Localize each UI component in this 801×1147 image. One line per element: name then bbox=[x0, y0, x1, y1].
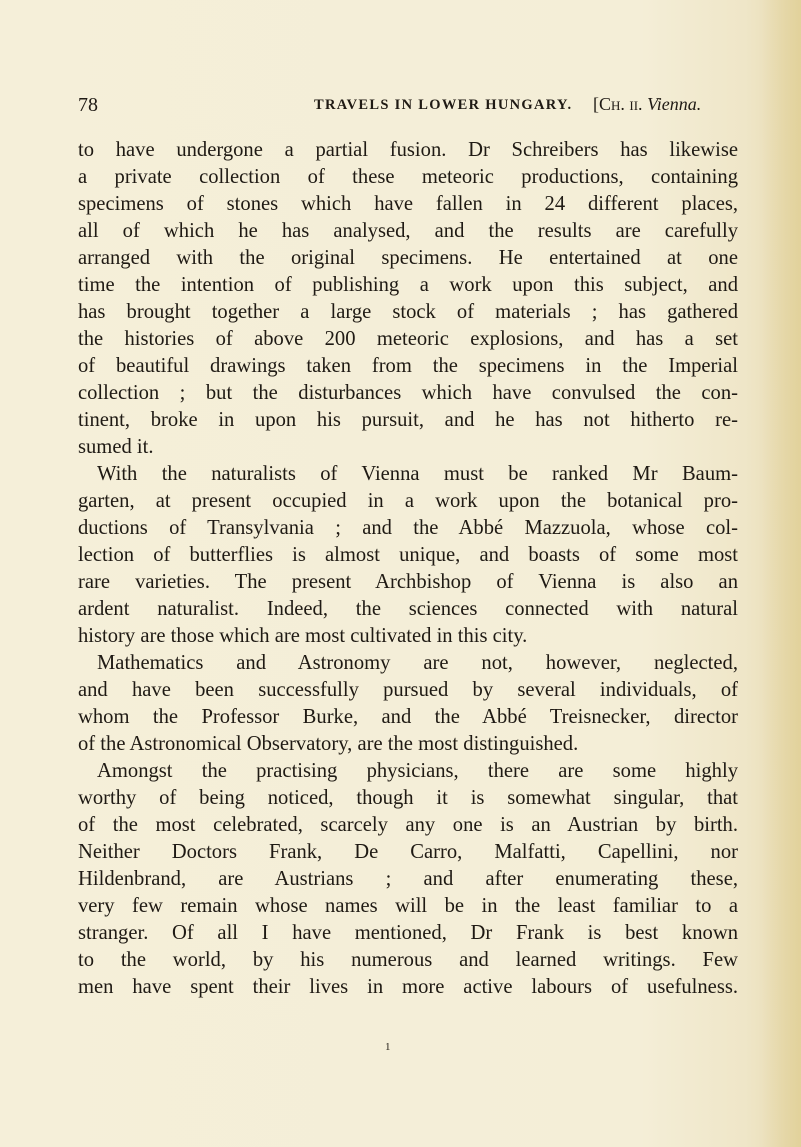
text-line: a private collection of these meteoric productions, containing bbox=[78, 166, 738, 188]
text-line: worthy of being noticed, though it is somewhat singular, that bbox=[78, 787, 738, 809]
text-line: of beautiful drawings taken from the specimens in the Imperial bbox=[78, 355, 738, 377]
text-line: time the intention of publishing a work upon this subject, and bbox=[78, 274, 738, 296]
text-line: very few remain whose names will be in the least familiar to a bbox=[78, 895, 738, 917]
text-line: the histories of above 200 meteoric explosions, and has a set bbox=[78, 328, 738, 350]
running-head bbox=[78, 94, 738, 118]
text-line: specimens of stones which have fallen in 24 different places, bbox=[78, 193, 738, 215]
text-line: Amongst the practising physicians, there are some highly bbox=[97, 760, 738, 782]
text-line: to the world, by his numerous and learned writings. Few bbox=[78, 949, 738, 971]
text-line: whom the Professor Burke, and the Abbé Treisnecker, director bbox=[78, 706, 738, 728]
text-line: all of which he has analysed, and the results are carefully bbox=[78, 220, 738, 242]
running-title: TRAVELS IN LOWER HUNGARY. bbox=[314, 97, 573, 113]
text-line: of the Astronomical Observatory, are the most distinguished. bbox=[78, 733, 579, 755]
chapter-place: Vienna. bbox=[647, 94, 702, 114]
text-line: stranger. Of all I have mentioned, Dr Frank is best known bbox=[78, 922, 738, 944]
text-line: men have spent their lives in more active labours of usefulness. bbox=[78, 976, 738, 998]
signature-mark: 1 bbox=[385, 1041, 391, 1053]
text-line: sumed it. bbox=[78, 436, 154, 458]
text-line: ductions of Transylvania ; and the Abbé Mazzuola, whose col- bbox=[78, 517, 738, 539]
chapter-number: Ch. ii. bbox=[599, 94, 643, 114]
text-line: tinent, broke in upon his pursuit, and he has not hitherto re- bbox=[78, 409, 738, 431]
text-line: has brought together a large stock of materials ; has gathered bbox=[78, 301, 738, 323]
chapter-bracket: [ bbox=[593, 94, 599, 114]
text-line: With the naturalists of Vienna must be ranked Mr Baum- bbox=[97, 463, 738, 485]
text-line: Mathematics and Astronomy are not, however, neglected, bbox=[97, 652, 738, 674]
text-line: ardent naturalist. Indeed, the sciences connected with natural bbox=[78, 598, 738, 620]
chapter-reference bbox=[593, 94, 701, 115]
text-line: of the most celebrated, scarcely any one is an Austrian by birth. bbox=[78, 814, 738, 836]
text-line: arranged with the original specimens. He entertained at one bbox=[78, 247, 738, 269]
text-line: to have undergone a partial fusion. Dr Schreibers has likewise bbox=[78, 139, 738, 161]
text-line: Neither Doctors Frank, De Carro, Malfatti, Capellini, nor bbox=[78, 841, 738, 863]
text-line: and have been successfully pursued by several individuals, of bbox=[78, 679, 738, 701]
text-line: rare varieties. The present Archbishop of Vienna is also an bbox=[78, 571, 738, 593]
text-line: garten, at present occupied in a work upon the botanical pro- bbox=[78, 490, 738, 512]
text-line: lection of butterflies is almost unique, and boasts of some most bbox=[78, 544, 738, 566]
text-line: history are those which are most cultivated in this city. bbox=[78, 625, 528, 647]
text-line: collection ; but the disturbances which have convulsed the con- bbox=[78, 382, 738, 404]
page-edge-stain bbox=[761, 0, 801, 1147]
page-number: 78 bbox=[78, 94, 98, 116]
text-line: Hildenbrand, are Austrians ; and after enumerating these, bbox=[78, 868, 738, 890]
